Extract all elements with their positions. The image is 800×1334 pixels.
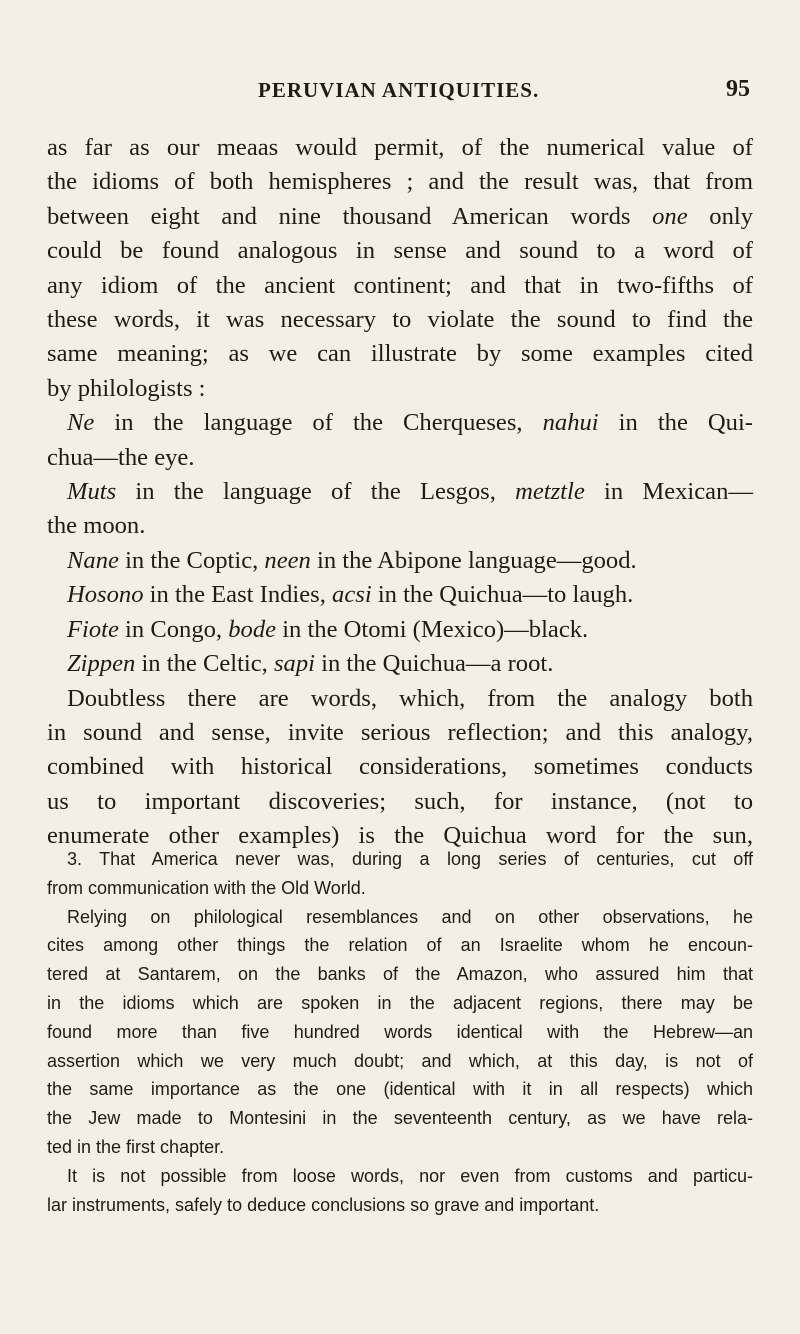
body-line: combined with historical considerations, sometimes conducts	[47, 753, 753, 781]
example-text: in the East Indies,	[143, 581, 333, 609]
footnote-line: 3. That America never was, during a long series of centuries, cut off	[67, 849, 753, 869]
example-line	[47, 544, 753, 578]
body-line-text: between eight and nine thousand American words	[47, 202, 631, 230]
example-text: in the Otomi (Mexico)—black.	[276, 615, 589, 643]
example-line	[47, 647, 753, 681]
example-text: in the language of the Cherqueses,	[94, 409, 543, 437]
example-term: Nane	[67, 546, 119, 574]
body-line: us to important discoveries; such, for instance, (not to	[47, 787, 753, 815]
example-term: Ne	[67, 409, 95, 437]
example-text: in Mexican—	[584, 478, 753, 506]
example-term: bode	[228, 615, 277, 643]
example-term: acsi	[332, 581, 372, 609]
footnote-line: It is not possible from loose words, nor even from customs and particu-	[67, 1165, 753, 1186]
body-line: by philologists :	[47, 374, 206, 402]
page-number: 95	[726, 76, 750, 102]
example-line	[47, 613, 753, 647]
example-term: Zippen	[67, 650, 136, 678]
footnote-line: the Jew made to Montesini in the seventeenth century, as we have rela-	[47, 1108, 753, 1129]
example-text: in the Abipone language—good.	[310, 546, 637, 574]
page-header	[258, 78, 750, 112]
body-line: in sound and sense, invite serious reflection; and this analogy,	[47, 718, 753, 746]
footnote-line: from communication with the Old World.	[47, 877, 366, 898]
example-line	[47, 578, 753, 612]
footnote-line: Relying on philological resemblances and on other observations, he	[67, 906, 753, 927]
body-line: same meaning; as we can illustrate by some examples cited	[47, 340, 753, 368]
body-line: enumerate other examples) is the Quichua word for the sun,	[47, 822, 753, 850]
footnote-line: lar instruments, safely to deduce conclusions so grave and important.	[47, 1194, 600, 1215]
body-line: any idiom of the ancient continent; and that in two-fifths of	[47, 271, 753, 299]
footnote-line: tered at Santarem, on the banks of the Amazon, who assured him that	[47, 964, 753, 985]
italic-word: one	[652, 202, 688, 230]
example-text: in the Quichua—to laugh.	[371, 581, 634, 609]
running-head: PERUVIAN ANTIQUITIES.	[258, 78, 540, 102]
body-line: these words, it was necessary to violate the sound to find the	[47, 306, 753, 334]
example-text: in the Qui-	[598, 409, 753, 437]
example-text: in the Celtic,	[135, 650, 274, 678]
body-line: Doubtless there are words, which, from the analogy both	[67, 684, 753, 712]
example-term: neen	[264, 546, 311, 574]
footnote-line: cites among other things the relation of an Israelite whom he encoun-	[47, 935, 753, 956]
example-term: nahui	[542, 409, 599, 437]
body-line: as far as our meaas would permit, of the numerical value of	[47, 134, 753, 161]
footnote-line: ted in the first chapter.	[47, 1136, 225, 1157]
example-line	[47, 406, 753, 440]
body-text	[47, 131, 753, 854]
example-line: chua—the eye.	[47, 443, 195, 471]
body-line: could be found analogous in sense and sound to a word of	[47, 237, 753, 265]
example-term: Hosono	[67, 581, 144, 609]
footnote-line: in the idioms which are spoken in the adjacent regions, there may be	[47, 992, 753, 1013]
example-text: in Congo,	[118, 615, 229, 643]
example-term: metztle	[515, 478, 585, 506]
footnotes	[47, 845, 753, 1219]
example-text: in the Quichua—a root.	[314, 650, 554, 678]
example-text: in the language of the Lesgos,	[116, 478, 516, 506]
footnote-line: the same importance as the one (identical with it in all respects) which	[47, 1079, 753, 1100]
footnote-line: found more than five hundred words identical with the Hebrew—an	[47, 1021, 753, 1042]
body-line	[47, 200, 753, 234]
footnote-line: assertion which we very much doubt; and which, at this day, is not of	[47, 1050, 753, 1071]
body-line: the idioms of both hemispheres ; and the result was, that from	[47, 168, 753, 196]
example-text: in the Coptic,	[118, 546, 265, 574]
example-term: Fiote	[67, 615, 119, 643]
example-term: sapi	[273, 650, 315, 678]
example-term: Muts	[67, 478, 117, 506]
example-line	[47, 475, 753, 509]
example-line: the moon.	[47, 512, 146, 540]
body-line-text: only	[687, 202, 754, 230]
